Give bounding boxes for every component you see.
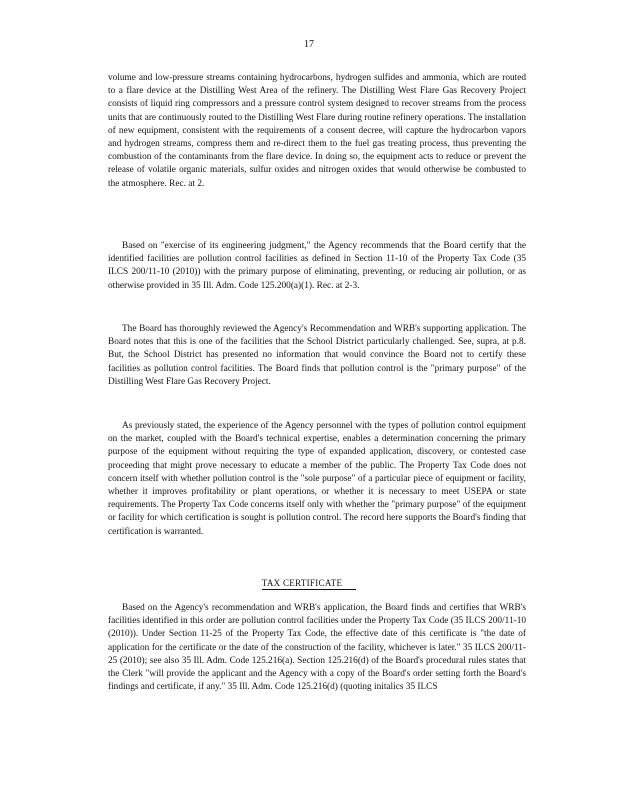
quoted-block: volume and low-pressure streams containing hydrocarbons, hydrogen sulfides and ammonia, which are routed to a flare device at the Distilling West Area of the refinery. The Distilling West Flare Gas Recovery Project consists of liquid ring compressors and a pressure control system designed to recover streams from the process units that are continuously routed to the Distilling West Flare during routine refinery operations. The installation of new equipment, consistent with the requirements of a consent decree, will capture the hydrocarbon vapors and hydrogen streams, compress them and re-direct them to the fuel gas treating process, thus preventing the combustion of the contaminants from the flare device. In doing so, the equipment acts to reduce or prevent the release of volatile organic materials, sulfur oxides and nitrogen oxides that would otherwise be combusted to the atmosphere. Rec. at 2. [108,73,526,189]
paragraph-board-review: The Board has thoroughly reviewed the Agency's Recommendation and WRB's supporting application. The Board notes that this is one of the facilities that the School District particularly challenged. See, supra, at p.8. But, the School District has presented no information that would convince the Board not to certify these facilities as pollution control facilities. The Board finds that pollution control is the "primary purpose" of the Distilling West Flare Gas Recovery Project. [108,324,526,387]
paragraph-tax-certificate: Based on the Agency's recommendation and WRB's application, the Board finds and certifies that WRB's facilities identified in this order are pollution control facilities under the Property Tax Code (35 ILCS 200/11-10 (2010)). Under Section 11-25 of the Property Tax Code, the effective date of this certificate is "the date of application for the certificate or the date of the construction of the facility, whichever is later." 35 ILCS 200/11-25 (2010); see also 35 Ill. Adm. Code 125.216(a). Section 125.216(d) of the Board's procedural rules states that the Clerk "will provide the applicant and the Agency with a copy of the Board's order setting forth the Board's findings and certificate, if any." 35 Ill. Adm. Code 125.216(d) (quoting initalics 35 ILCS [108,603,526,693]
page-number: 17 [304,39,314,50]
paragraph-previously-stated: As previously stated, the experience of the Agency personnel with the types of pollution control equipment on the market, coupled with the Board's technical expertise, enables a determination concerning the primary purpose of the equipment without requiring the type of expanded application, discovery, or contested case proceeding that might prove necessary to educate a member of the public. The Property Tax Code does not concern itself with whether pollution control is the "sole purpose" of a particular piece of equipment or facility, whether it improves profitability or plant operations, or whether it is necessary to meet USEPA or state requirements. The Property Tax Code concerns itself only with whether the "primary purpose" of the equipment or facility for which certification is sought is pollution control. The record here supports the Board's finding that certification is warranted. [108,421,526,537]
section-heading-tax-certificate: TAX CERTIFICATE [0,577,618,590]
paragraph-engineering-judgment: Based on "exercise of its engineering judgment," the Agency recommends that the Board certify that the identified facilities are pollution control facilities as defined in Section 11-10 of the Property Tax Code (35 ILCS 200/11-10 (2010)) with the primary purpose of eliminating, preventing, or reducing air pollution, or as otherwise provided in 35 Ill. Adm. Code 125.200(a)(1). Rec. at 2-3. [108,241,526,291]
